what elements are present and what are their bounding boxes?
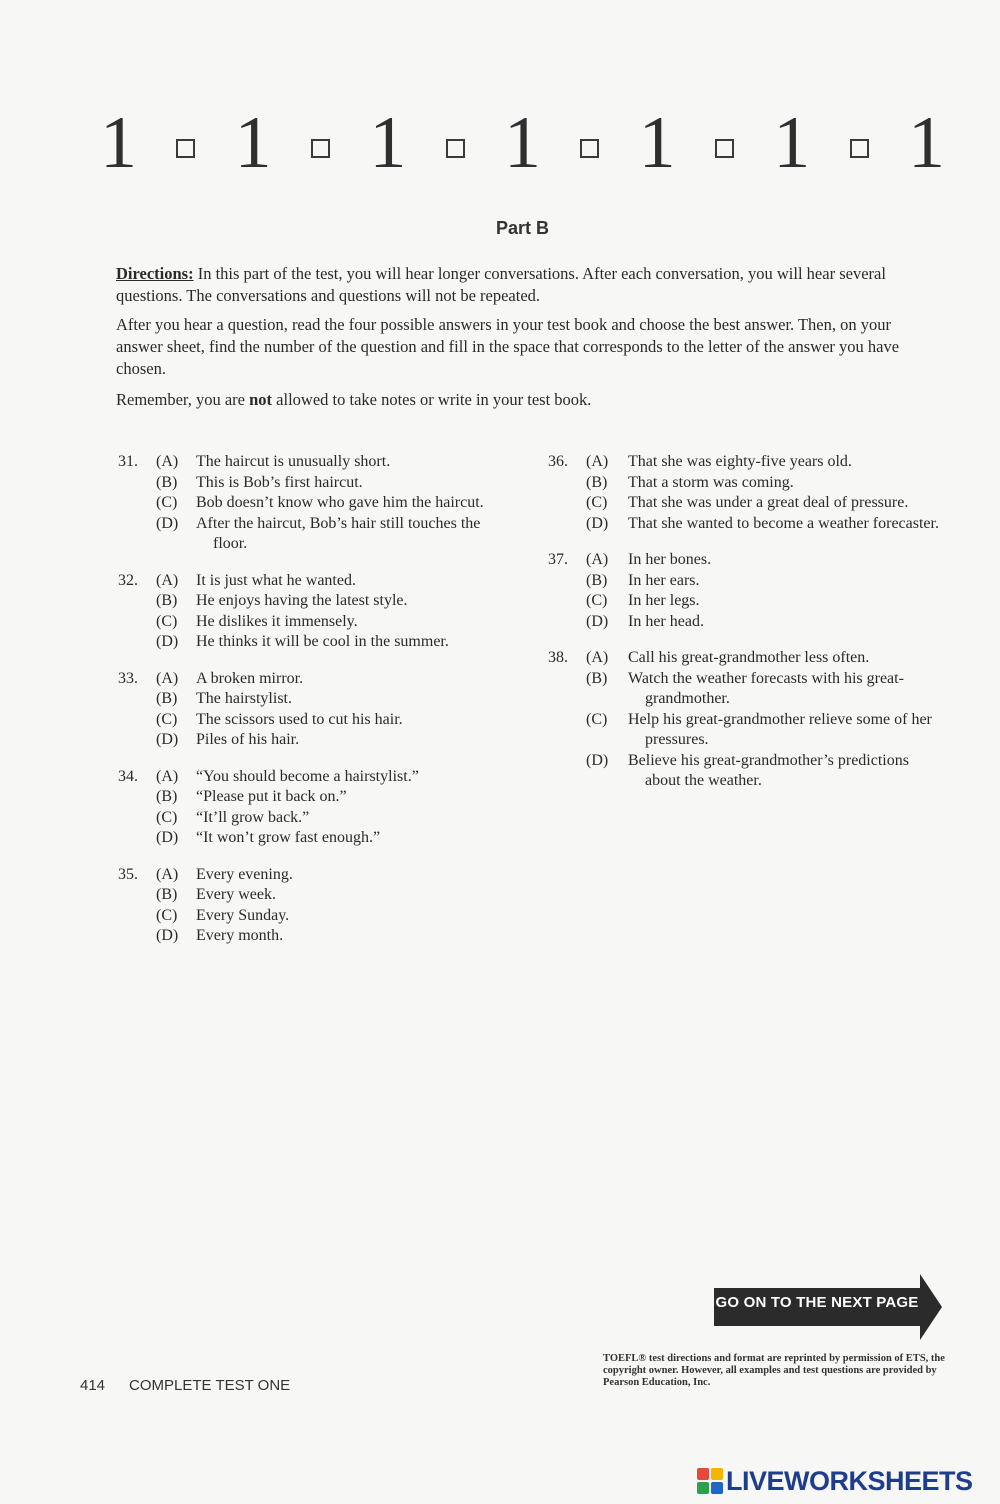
questions-column-right	[548, 452, 948, 808]
option-text: That a storm was coming.	[628, 473, 794, 491]
option-text: That she was eighty-five years old.	[628, 453, 852, 470]
square-icon	[715, 139, 734, 158]
option-letter: (D)	[586, 612, 609, 630]
answer-option	[118, 767, 498, 788]
answer-option	[548, 612, 948, 633]
section-number-banner	[100, 102, 945, 184]
banner-digit: 1	[638, 102, 676, 184]
option-letter: (A)	[156, 767, 179, 785]
answer-option	[118, 906, 498, 927]
question-number: 31.	[118, 453, 138, 470]
answer-option	[118, 571, 498, 592]
option-text: Every Sunday.	[196, 906, 290, 924]
option-text: Believe his great-grandmother’s predictions about the weather.	[628, 751, 909, 789]
question-item	[118, 571, 498, 653]
square-icon	[176, 139, 195, 158]
answer-option	[548, 751, 948, 792]
question-item	[548, 550, 948, 632]
question-number: 36.	[548, 453, 568, 470]
option-text: “It’ll grow back.”	[196, 808, 310, 826]
option-letter: (C)	[156, 710, 178, 728]
answer-option	[548, 493, 948, 514]
directions-paragraph-3	[116, 389, 916, 411]
answer-option	[118, 730, 498, 751]
answer-option	[548, 591, 948, 612]
directions-label: Directions:	[116, 264, 194, 283]
option-letter: (A)	[586, 453, 609, 470]
option-text: The haircut is unusually short.	[196, 453, 391, 470]
option-letter: (C)	[156, 612, 178, 630]
option-text: Watch the weather forecasts with his great-grandmother.	[628, 669, 904, 707]
logo-tile	[711, 1482, 723, 1494]
question-number: 34.	[118, 767, 138, 785]
liveworksheets-logo-icon	[697, 1468, 723, 1494]
liveworksheets-brand	[697, 1466, 973, 1496]
question-number: 37.	[548, 551, 568, 568]
question-item	[548, 648, 948, 792]
answer-option	[118, 493, 498, 514]
option-text: After the haircut, Bob’s hair still touches the floor.	[196, 514, 481, 552]
reminder-text-start: Remember, you are	[116, 390, 250, 409]
question-number: 38.	[548, 649, 568, 666]
brand-name: LIVEWORKSHEETS	[726, 1465, 973, 1496]
next-page-arrow[interactable]	[714, 1274, 942, 1340]
answer-option	[118, 689, 498, 710]
directions-paragraph-2: After you hear a question, read the four possible answers in your test book and choose the best answer. Then, on your answer sheet, find the number of the question and fill in the space that corresponds to the letter of the answer you have chosen.	[116, 315, 900, 378]
option-letter: (A)	[586, 649, 609, 666]
option-text: He dislikes it immensely.	[196, 612, 358, 630]
option-letter: (A)	[586, 551, 609, 568]
reminder-emphasis: not	[249, 390, 273, 409]
option-text: That she was under a great deal of pressure.	[628, 494, 909, 511]
square-icon	[446, 139, 465, 158]
banner-digit: 1	[773, 102, 811, 184]
option-letter: (D)	[156, 927, 179, 944]
answer-option	[118, 808, 498, 829]
answer-option	[118, 885, 498, 906]
option-text: In her bones.	[628, 551, 712, 568]
question-number: 33.	[118, 669, 138, 687]
answer-option	[118, 710, 498, 731]
page-number: 414	[80, 1377, 106, 1394]
option-letter: (B)	[156, 886, 178, 903]
option-text: “It won’t grow fast enough.”	[196, 829, 381, 846]
question-item	[118, 865, 498, 947]
option-text: The scissors used to cut his hair.	[196, 710, 403, 728]
option-text: Call his great-grandmother less often.	[628, 649, 870, 666]
question-number: 35.	[118, 865, 138, 883]
answer-option	[548, 452, 948, 473]
option-letter: (C)	[156, 808, 178, 826]
questions-column-left	[118, 452, 498, 963]
option-letter: (C)	[586, 592, 608, 609]
answer-option	[118, 632, 498, 653]
question-item	[118, 452, 498, 555]
option-text: This is Bob’s first haircut.	[196, 473, 363, 491]
answer-option	[118, 865, 498, 886]
option-letter: (C)	[156, 906, 178, 924]
answer-option	[118, 591, 498, 612]
banner-digit: 1	[100, 102, 137, 184]
answer-option	[548, 550, 948, 571]
option-letter: (D)	[156, 633, 179, 650]
option-text: “You should become a hairstylist.”	[196, 767, 419, 785]
page-footer	[80, 1377, 290, 1394]
next-page-label: GO ON TO THE NEXT PAGE	[715, 1294, 919, 1311]
option-letter: (B)	[586, 473, 608, 491]
option-letter: (A)	[156, 571, 179, 589]
option-text: He thinks it will be cool in the summer.	[196, 633, 449, 650]
footer-section: COMPLETE TEST ONE	[129, 1377, 291, 1394]
answer-option	[118, 926, 498, 947]
logo-tile	[697, 1482, 709, 1494]
answer-option	[118, 612, 498, 633]
answer-option	[548, 710, 948, 751]
option-letter: (D)	[586, 751, 609, 769]
answer-option	[548, 669, 948, 710]
answer-option	[118, 669, 498, 690]
option-letter: (D)	[156, 514, 179, 532]
answer-option	[118, 452, 498, 473]
answer-option	[548, 571, 948, 592]
option-letter: (D)	[586, 514, 609, 532]
option-text: A broken mirror.	[196, 669, 304, 687]
logo-tile	[711, 1468, 723, 1480]
option-letter: (B)	[156, 473, 178, 491]
question-item	[118, 767, 498, 849]
logo-tile	[697, 1468, 709, 1480]
option-text: It is just what he wanted.	[196, 571, 356, 589]
option-letter: (D)	[156, 731, 179, 748]
answer-option	[548, 514, 948, 535]
banner-digit: 1	[369, 102, 407, 184]
option-letter: (B)	[586, 669, 608, 687]
option-letter: (B)	[156, 788, 178, 805]
banner-digit: 1	[907, 102, 945, 184]
option-text: Every evening.	[196, 865, 293, 883]
reminder-text-end: allowed to take notes or write in your test book.	[272, 390, 592, 409]
banner-digit: 1	[503, 102, 541, 184]
answer-option	[118, 473, 498, 494]
directions-paragraph-1	[116, 263, 916, 307]
option-letter: (C)	[586, 494, 608, 511]
question-number: 32.	[118, 571, 138, 589]
option-text: Bob doesn’t know who gave him the haircut.	[196, 494, 484, 511]
option-text: Piles of his hair.	[196, 731, 300, 748]
answer-option	[118, 514, 498, 555]
question-item	[548, 452, 948, 534]
option-text: “Please put it back on.”	[196, 788, 347, 805]
option-text: He enjoys having the latest style.	[196, 592, 408, 609]
copyright-notice: TOEFL® test directions and format are reprinted by permission of ETS, the copyright owner. However, all examples and test questions are provided by Pearson Education, Inc.	[603, 1353, 945, 1388]
option-letter: (B)	[156, 592, 178, 609]
option-letter: (C)	[586, 710, 608, 728]
option-text: In her legs.	[628, 592, 700, 609]
option-letter: (B)	[586, 571, 608, 589]
square-icon	[311, 139, 330, 158]
option-text: The hairstylist.	[196, 690, 292, 707]
option-text: In her ears.	[628, 571, 700, 589]
option-letter: (A)	[156, 865, 179, 883]
option-letter: (B)	[156, 690, 178, 707]
answer-option	[548, 648, 948, 669]
square-icon	[580, 139, 599, 158]
directions-text-1: In this part of the test, you will hear longer conversations. After each conversation, you will hear several questions. The conversations and questions will not be repeated.	[116, 264, 886, 305]
option-letter: (D)	[156, 829, 179, 846]
option-text: Help his great-grandmother relieve some of her pressures.	[628, 710, 932, 748]
option-text: Every month.	[196, 927, 284, 944]
square-icon	[850, 139, 869, 158]
option-text: That she wanted to become a weather forecaster.	[628, 514, 939, 532]
question-item	[118, 669, 498, 751]
option-text: In her head.	[628, 612, 704, 630]
banner-digit: 1	[234, 102, 272, 184]
option-letter: (A)	[156, 669, 179, 687]
answer-option	[118, 787, 498, 808]
answer-option	[548, 473, 948, 494]
answer-option	[118, 828, 498, 849]
option-letter: (C)	[156, 494, 178, 511]
option-letter: (A)	[156, 453, 179, 470]
option-text: Every week.	[196, 886, 276, 903]
part-title: Part B	[495, 218, 549, 238]
